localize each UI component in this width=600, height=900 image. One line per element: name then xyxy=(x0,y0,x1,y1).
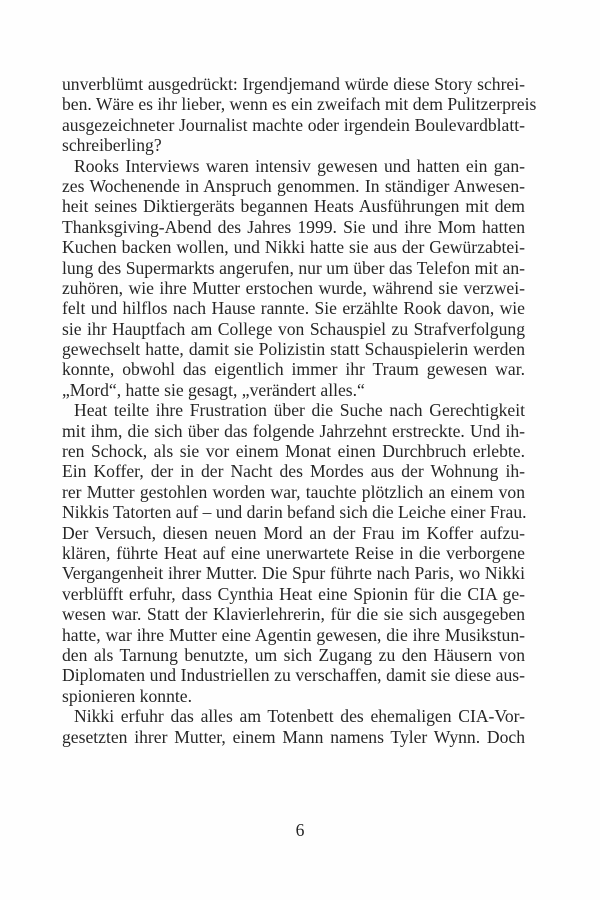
text-line: Nikkis Tatorten auf – und darin befand sich die Leiche einer Frau. xyxy=(62,502,527,523)
text-line: spionieren konnte. xyxy=(62,685,192,706)
text-line: heit seines Diktiergeräts begannen Heats Ausführungen mit dem xyxy=(62,196,525,217)
text-line: Rooks Interviews waren intensiv gewesen und hatten ein gan- xyxy=(74,155,525,176)
text-line: Heat teilte ihre Frustration über die Suche nach Gerechtigkeit xyxy=(74,400,525,421)
paragraph xyxy=(62,74,537,156)
paragraph xyxy=(62,400,525,706)
text-line: wesen war. Statt der Klavierlehrerin, für die sie sich ausgegeben xyxy=(62,604,525,625)
text-line: hatte, war ihre Mutter eine Agentin gewesen, die ihre Musikstun- xyxy=(62,624,525,645)
body-text xyxy=(62,74,537,747)
text-line: Thanksgiving-Abend des Jahres 1999. Sie und ihre Mom hatten xyxy=(62,216,525,237)
text-line: felt und hilflos nach Hause rannte. Sie erzählte Rook davon, wie xyxy=(62,298,525,319)
text-line: Vergangenheit ihrer Mutter. Die Spur führte nach Paris, wo Nikki xyxy=(62,563,525,584)
text-line: ausgezeichneter Journalist machte oder irgendein Boulevardblatt- xyxy=(62,114,525,135)
text-line: rer Mutter gestohlen worden war, tauchte plötzlich an einem von xyxy=(62,481,525,502)
paragraph xyxy=(62,156,525,401)
text-line: Diplomaten und Industriellen zu verschaffen, damit sie diese aus- xyxy=(62,665,525,686)
text-line: ben. Wäre es ihr lieber, wenn es ein zweifach mit dem Pulitzerpreis xyxy=(62,94,537,115)
text-line: Ein Koffer, der in der Nacht des Mordes aus der Wohnung ih- xyxy=(62,461,525,482)
text-line: verblüfft erfuhr, dass Cynthia Heat eine Spionin für die CIA ge- xyxy=(62,583,525,604)
text-line: ren Schock, als sie vor einem Monat einen Durchbruch erlebte. xyxy=(62,441,525,462)
text-line: zuhören, wie ihre Mutter erstochen wurde, während sie verzwei- xyxy=(62,277,525,298)
text-line: den als Tarnung benutzte, um sich Zugang zu den Häusern von xyxy=(62,644,525,665)
text-line: „Mord“, hatte sie gesagt, „verändert alles.“ xyxy=(62,379,365,400)
text-line: klären, führte Heat auf eine unerwartete Reise in die verborgene xyxy=(62,542,525,563)
text-line: Kuchen backen wollen, und Nikki hatte sie aus der Gewürzabtei- xyxy=(62,237,525,258)
text-line: gewechselt hatte, damit sie Polizistin statt Schauspielerin werden xyxy=(62,339,525,360)
text-line: zes Wochenende in Anspruch genommen. In ständiger Anwesen- xyxy=(62,175,525,196)
text-line: gesetzten ihrer Mutter, einem Mann namens Tyler Wynn. Doch xyxy=(62,726,525,747)
text-line: unverblümt ausgedrückt: Irgendjemand würde diese Story schrei- xyxy=(62,74,525,94)
text-line: schreiberling? xyxy=(62,135,162,156)
text-line: mit ihm, die sich über das folgende Jahrzehnt erstreckte. Und ih- xyxy=(62,420,525,441)
paragraph xyxy=(62,706,525,747)
text-line: konnte, obwohl das eigentlich immer ihr Traum gewesen war. xyxy=(62,359,525,380)
page-number: 6 xyxy=(295,820,305,840)
text-line: sie ihr Hauptfach am College von Schauspiel zu Strafverfolgung xyxy=(62,318,525,339)
text-line: lung des Supermarkts angerufen, nur um über das Telefon mit an- xyxy=(62,257,525,278)
text-line: Der Versuch, diesen neuen Mord an der Frau im Koffer aufzu- xyxy=(62,522,525,543)
text-line: Nikki erfuhr das alles am Totenbett des ehemaligen CIA-Vor- xyxy=(74,706,525,727)
